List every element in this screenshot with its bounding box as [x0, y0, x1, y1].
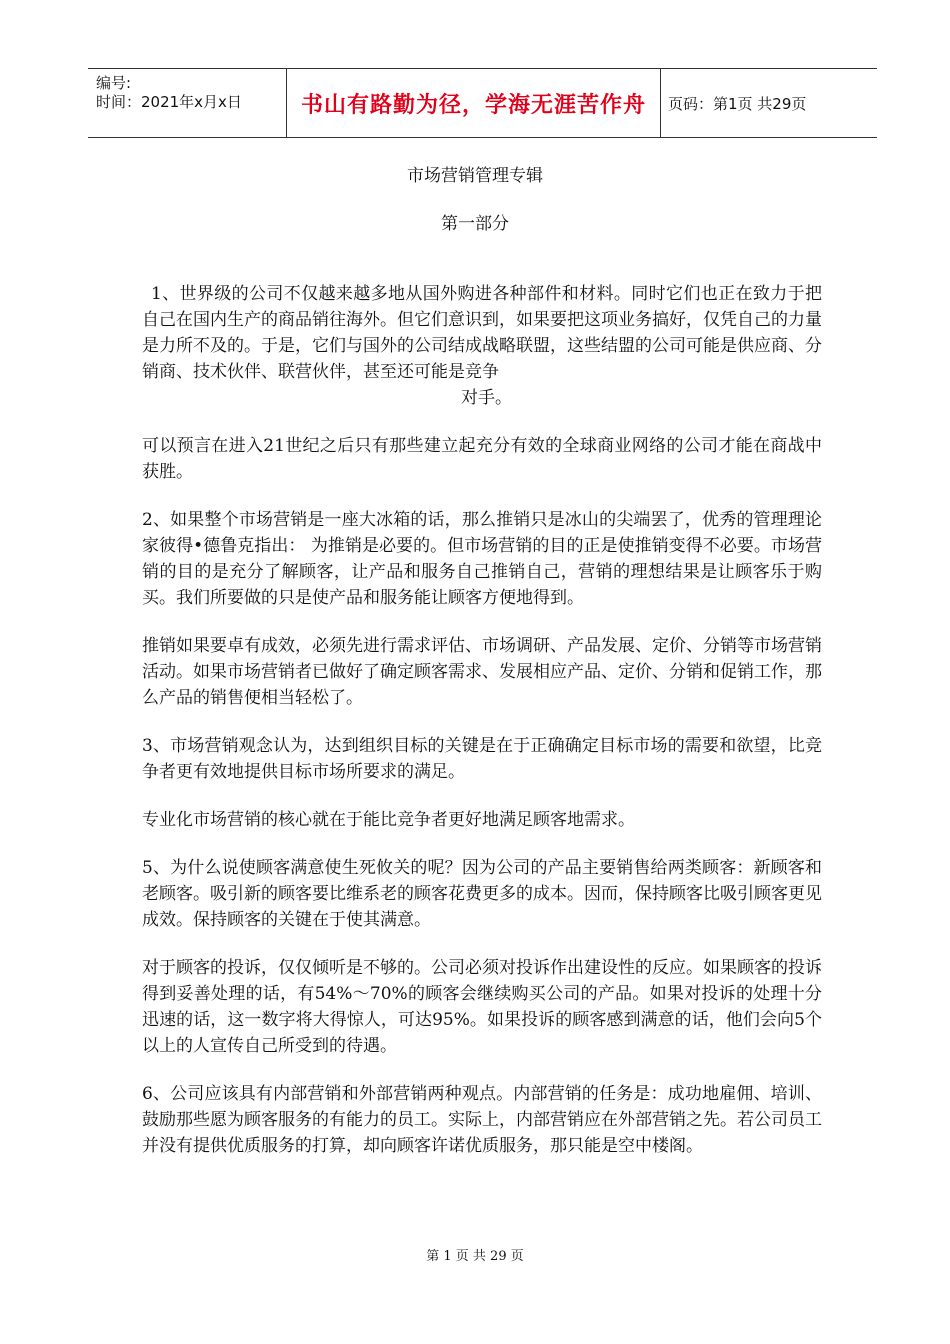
- page-footer: 第 1 页 共 29 页: [426, 1249, 524, 1264]
- paragraph-4: 推销如果要卓有成效，必须先进行需求评估、市场调研、产品发展、定价、分销等市场营销活动。如果市场营销者已做好了确定顾客需求、发展相应产品、定价、分销和促销工作，那么产品的销售便相当轻松了。: [142, 636, 822, 708]
- document-subtitle: 第一部分: [441, 214, 509, 234]
- page-header: [88, 68, 877, 138]
- paragraph-8: 对于顾客的投诉，仅仅倾听是不够的。公司必须对投诉作出建设性的反应。如果顾客的投诉得到妥善处理的话，有54%～70%的顾客会继续购买公司的产品。如果对投诉的处理十分迅速的话，这一数字将大得惊人，可达95%。如果投诉的顾客感到满意的话，他们会向5个以上的人宣传自己所受到的待遇。: [142, 958, 822, 1056]
- document-title: 市场营销管理专辑: [407, 166, 543, 186]
- header-meta: [88, 69, 286, 137]
- header-page-number: 页码：第1页 共29页: [668, 94, 807, 113]
- paragraph-3: 2、如果整个市场营销是一座大冰箱的话，那么推销只是冰山的尖端罢了，优秀的管理理论家彼得•德鲁克指出： 为推销是必要的。但市场营销的目的正是使推销变得不必要。市场营销的目的是充分了解顾客，让产品和服务自己推销自己，营销的理想结果是让顾客乐于购买。我们所要做的只是使产品和服务能让顾客方便地得到。: [142, 510, 822, 608]
- paragraph-1-main: 1、世界级的公司不仅越来越多地从国外购进各种部件和材料。同时它们也正在致力于把自己在国内生产的商品销往海外。但它们意识到，如果要把这项业务搞好，仅凭自己的力量是力所不及的。于是，它们与国外的公司结成战略联盟，这些结盟的公司可能是供应商、分销商、技术伙伴、联营伙伴，甚至还可能是竞争: [142, 284, 822, 382]
- header-motto: 书山有路勤为径，学海无涯苦作舟: [286, 69, 661, 137]
- paragraph-1: [142, 281, 822, 411]
- paragraph-2: 可以预言在进入21世纪之后只有那些建立起充分有效的全球商业网络的公司才能在商战中获胜。: [142, 436, 822, 482]
- paragraph-6: 专业化市场营销的核心就在于能比竞争者更好地满足顾客地需求。: [142, 810, 635, 830]
- doc-time-label: 时间：2021年x月x日: [96, 93, 242, 111]
- doc-number-label: 编号:: [96, 74, 132, 92]
- document-body: [142, 281, 822, 1181]
- paragraph-5: 3、市场营销观念认为，达到组织目标的关键是在于正确确定目标市场的需要和欲望，比竞争者更有效地提供目标市场所要求的满足。: [142, 736, 822, 782]
- paragraph-1-tail: 对手。: [461, 388, 512, 408]
- paragraph-7: 5、为什么说使顾客满意使生死攸关的呢？因为公司的产品主要销售给两类顾客：新顾客和老顾客。吸引新的顾客要比维系老的顾客花费更多的成本。因而，保持顾客比吸引顾客更见成效。保持顾客的关键在于使其满意。: [142, 858, 822, 930]
- paragraph-9: 6、公司应该具有内部营销和外部营销两种观点。内部营销的任务是：成功地雇佣、培训、鼓励那些愿为顾客服务的有能力的员工。实际上，内部营销应在外部营销之先。若公司员工并没有提供优质服务的打算，却向顾客许诺优质服务，那只能是空中楼阁。: [142, 1084, 822, 1156]
